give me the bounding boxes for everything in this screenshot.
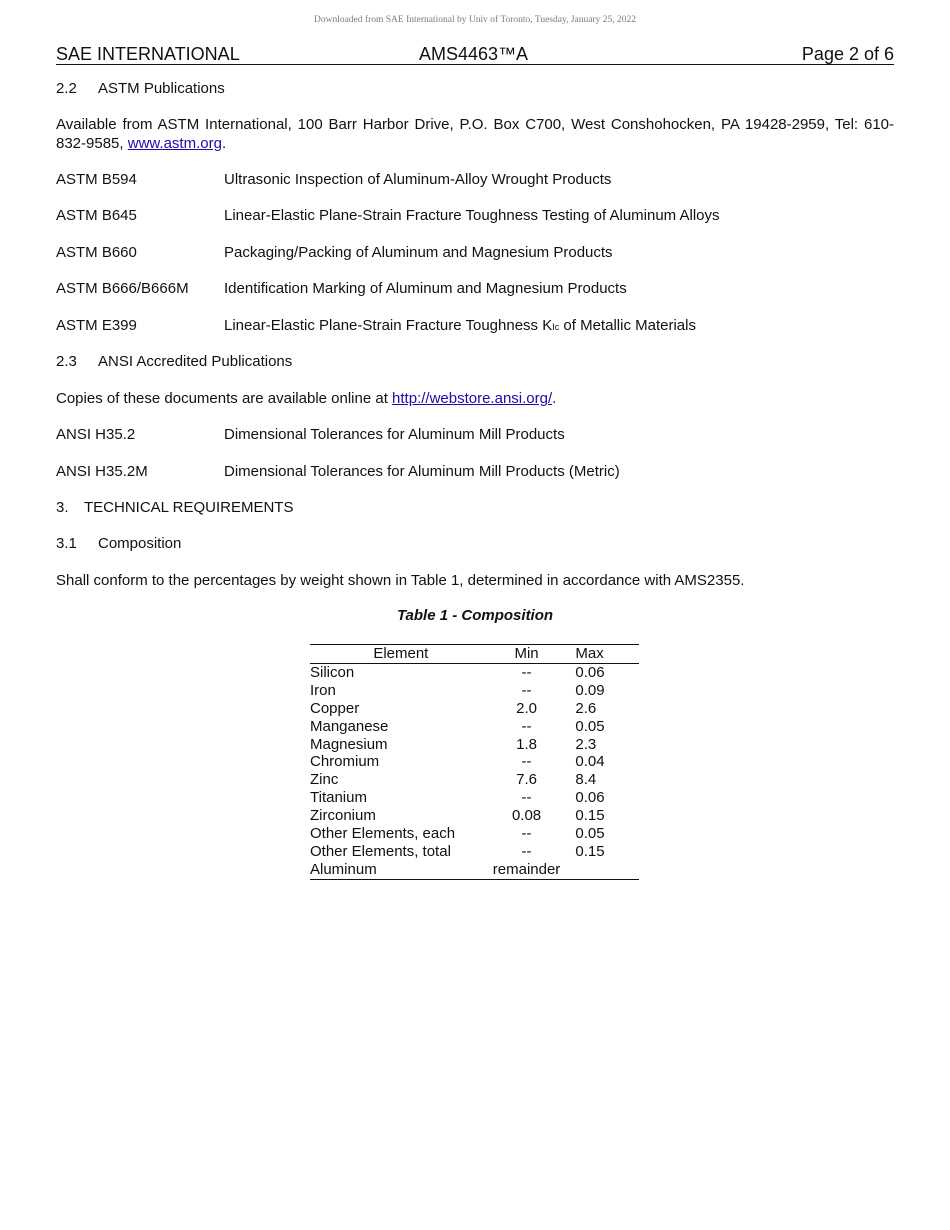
- section-number: 3.: [56, 499, 69, 516]
- section-2-3-heading: [56, 353, 456, 371]
- composition-paragraph: Shall conform to the percentages by weight shown in Table 1, determined in accordance with AMS2355.: [56, 572, 745, 589]
- cell-element: Manganese: [310, 717, 389, 735]
- table-row: [310, 700, 639, 718]
- cell-element: Silicon: [310, 663, 355, 681]
- astm-ref-row: [56, 171, 894, 189]
- ansi-availability-paragraph: [56, 390, 894, 409]
- ref-code: ASTM E399: [56, 317, 137, 334]
- ansi-ref-row: [56, 426, 894, 444]
- cell-min: --: [521, 789, 532, 807]
- astm-intro-text: Available from ASTM International, 100 Barr Harbor Drive, P.O. Box C700, West Conshohocken, PA 19428-2959, Tel: 610-832-9585,: [56, 116, 894, 152]
- cell-min: --: [521, 663, 532, 681]
- download-watermark-note: Downloaded from SAE International by Univ of Toronto, Tuesday, January 25, 2022: [313, 15, 637, 25]
- cell-min: --: [521, 825, 532, 843]
- astm-availability-paragraph: [56, 116, 894, 153]
- cell-max: 8.4: [575, 771, 597, 789]
- ansi-intro-text: Copies of these documents are available online at: [56, 390, 393, 407]
- header-publisher: SAE INTERNATIONAL: [56, 44, 240, 64]
- astm-intro-end: .: [221, 134, 227, 152]
- cell-max: 0.09: [575, 681, 605, 699]
- table-row: [310, 843, 639, 861]
- ref-title: Packaging/Packing of Aluminum and Magnesium Products: [224, 244, 613, 261]
- astm-ref-row: [56, 207, 894, 225]
- section-title: ASTM Publications: [98, 80, 225, 97]
- page-header: [56, 44, 894, 65]
- cell-min: --: [521, 842, 532, 860]
- cell-max: 0.06: [575, 663, 605, 681]
- cell-min: remainder: [492, 860, 561, 878]
- header-page-number: Page 2 of 6: [801, 44, 894, 64]
- cell-max: 2.3: [575, 735, 597, 753]
- cell-max: 2.6: [575, 699, 597, 717]
- astm-website-link[interactable]: www.astm.org: [127, 134, 222, 152]
- table-header-row: [310, 645, 639, 664]
- column-header-element: Element: [373, 645, 429, 662]
- cell-max: 0.05: [575, 825, 605, 843]
- section-title: ANSI Accredited Publications: [98, 353, 293, 370]
- astm-ref-row: [56, 317, 894, 335]
- cell-element: Zinc: [310, 771, 339, 789]
- ref-title: Dimensional Tolerances for Aluminum Mill Products: [224, 426, 565, 443]
- table-row: [310, 825, 639, 843]
- cell-element: Magnesium: [310, 735, 388, 753]
- ref-code: ANSI H35.2M: [56, 463, 148, 480]
- astm-ref-row: [56, 280, 894, 298]
- cell-min: 7.6: [516, 771, 537, 789]
- cell-max: 0.15: [575, 807, 605, 825]
- table-row: [310, 736, 639, 754]
- ref-title-part: of Metallic Materials: [559, 317, 696, 334]
- ref-title: Dimensional Tolerances for Aluminum Mill Products (Metric): [224, 463, 620, 480]
- column-header-max: Max: [575, 645, 604, 662]
- ref-title: Ultrasonic Inspection of Aluminum-Alloy Wrought Products: [224, 171, 612, 188]
- section-2-2-heading: [56, 80, 456, 98]
- cell-min: 2.0: [516, 699, 537, 717]
- ref-title-subscript: Ic: [552, 322, 560, 332]
- table-row: [310, 682, 639, 700]
- section-title: Composition: [98, 535, 182, 552]
- cell-element: Copper: [310, 699, 360, 717]
- ref-code: ANSI H35.2: [56, 426, 136, 443]
- table-caption: Table 1 - Composition: [396, 607, 554, 624]
- table-row: [310, 718, 639, 736]
- ref-code: ASTM B666/B666M: [56, 280, 189, 297]
- cell-min: 1.8: [516, 735, 537, 753]
- cell-element: Aluminum: [310, 860, 377, 878]
- cell-max: [561, 861, 639, 879]
- cell-max: 0.15: [575, 842, 605, 860]
- table-row: [310, 753, 639, 771]
- section-3-heading: [56, 499, 456, 517]
- table-row: [310, 861, 639, 879]
- cell-element: Chromium: [310, 753, 380, 771]
- table-row: [310, 771, 639, 789]
- section-title: TECHNICAL REQUIREMENTS: [84, 499, 294, 516]
- cell-min: 0.08: [511, 807, 542, 825]
- ansi-webstore-link[interactable]: http://webstore.ansi.org/: [392, 390, 553, 407]
- column-header-min: Min: [514, 645, 539, 662]
- cell-min: --: [521, 681, 532, 699]
- cell-element: Iron: [310, 681, 336, 699]
- ref-title: [224, 317, 696, 336]
- ref-code: ASTM B594: [56, 171, 137, 188]
- cell-element: Other Elements, each: [310, 825, 456, 843]
- section-number: 2.2: [56, 80, 77, 97]
- header-doc-number: AMS4463™A: [419, 44, 529, 64]
- ref-title-part: Linear-Elastic Plane-Strain Fracture Toughness K: [224, 317, 553, 334]
- ref-code: ASTM B660: [56, 244, 137, 261]
- cell-element: Titanium: [310, 789, 367, 807]
- section-3-1-heading: [56, 535, 456, 553]
- cell-max: 0.06: [575, 789, 605, 807]
- ref-title: Identification Marking of Aluminum and Magnesium Products: [224, 280, 627, 297]
- ansi-intro-end: .: [552, 390, 557, 407]
- section-number: 2.3: [56, 353, 77, 370]
- astm-ref-row: [56, 244, 894, 262]
- cell-max: 0.05: [575, 717, 605, 735]
- composition-table: [310, 644, 639, 880]
- table-row: [310, 663, 639, 681]
- cell-element: Zirconium: [310, 807, 376, 825]
- ansi-ref-row: [56, 463, 894, 481]
- table-row: [310, 807, 639, 825]
- section-number: 3.1: [56, 535, 77, 552]
- cell-min: --: [521, 717, 532, 735]
- cell-element: Other Elements, total: [310, 842, 451, 860]
- cell-min: --: [521, 753, 532, 771]
- ref-code: ASTM B645: [56, 207, 137, 224]
- ref-title: Linear-Elastic Plane-Strain Fracture Toughness Testing of Aluminum Alloys: [224, 207, 720, 224]
- cell-max: 0.04: [575, 753, 605, 771]
- table-row: [310, 789, 639, 807]
